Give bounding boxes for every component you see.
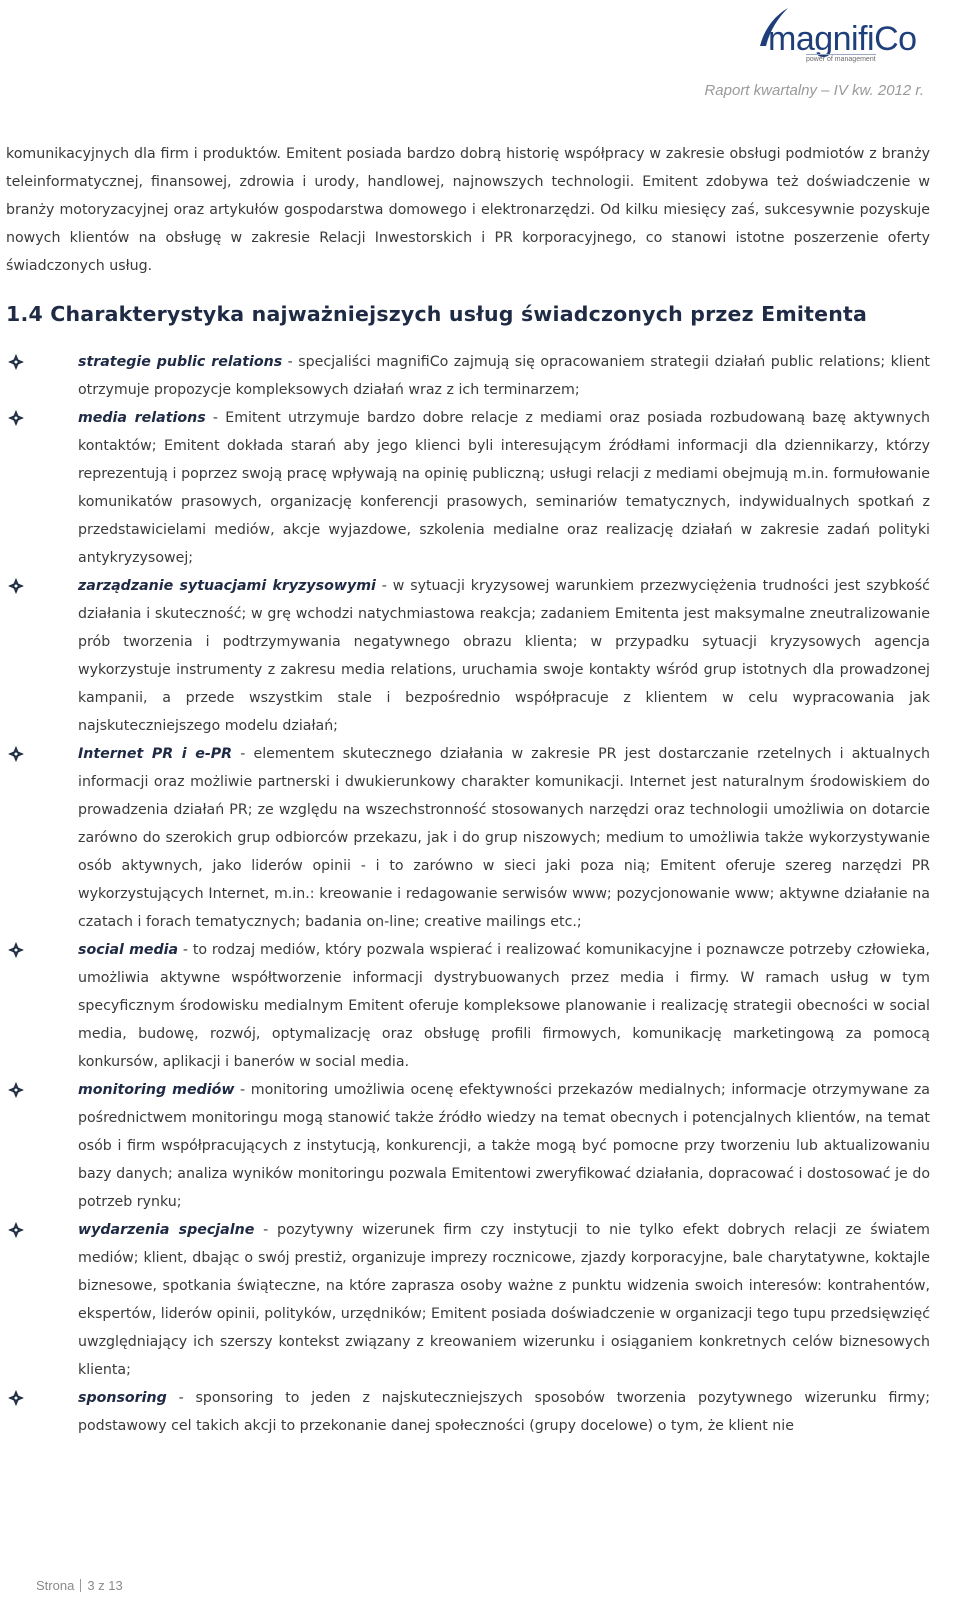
page-footer [36,1578,123,1593]
diamond-bullet-icon [8,1384,24,1412]
service-term: wydarzenia specjalne [78,1222,255,1238]
service-item [6,1076,930,1216]
service-description: - w sytuacji kryzysowej warunkiem przezwyciężenia trudności jest szybkość działania i skuteczność; w grę wchodzi natychmiastowa reakcja; zadaniem Emitenta jest maksymalne zneutralizowanie prób tworzenia i podtrzymywania negatywnego obrazu klienta; w przypadku sytuacji kryzysowych agencja wykorzystuje instrumenty z zakresu media relations, uruchamia swoje kontakty wśród grup istotnych dla prowadzonej kampanii, a przede wszystkim stale i bezpośrednio współpracuje z klientem w celu wypracowania jak najskuteczniejszego modelu działań; [78,578,930,734]
service-item [6,348,930,404]
service-item [6,936,930,1076]
service-term: strategie public relations [78,354,283,370]
diamond-bullet-icon [8,740,24,768]
service-description: - Emitent utrzymuje bardzo dobre relacje z mediami oraz posiada rozbudowaną bazę aktywnych kontaktów; Emitent dokłada starań aby jego klienci byli interesującym źródłami informacji dla dziennikarzy, którzy reprezentują i poprzez swoją pracę wpływają na opinię publiczną; usługi relacji z mediami obejmują m.in. formułowanie komunikatów prasowych, organizację konferencji prasowych, seminariów tematycznych, indywidualnych spotkań z przedstawicielami mediów, akcje wyjazdowe, szkolenia medialne oraz realizację działań w zakresie zadań polityki antykryzysowej; [78,410,930,566]
service-description: - specjaliści magnifiCo zajmują się opracowaniem strategii działań public relations; klient otrzymuje propozycje kompleksowych działań wraz z ich terminarzem; [78,354,930,398]
footer-divider [80,1579,81,1592]
diamond-bullet-icon [8,936,24,964]
service-item [6,1384,930,1440]
service-term: Internet PR i e-PR [78,746,233,762]
diamond-bullet-icon [8,1216,24,1244]
service-item [6,572,930,740]
service-term: social media [78,942,179,958]
service-description: - elementem skutecznego działania w zakresie PR jest dostarczanie rzetelnych i aktualnych informacji oraz możliwie partnerski i dwukierunkowy charakter komunikacji. Internet jest naturalnym środowiskiem do prowadzenia działań PR; ze względu na wszechstronność stosowanych narzędzi oraz technologii umożliwia on dotarcie zarówno do szerokich grup odbiorców przekazu, jak i do grup niszowych; medium to umożliwia także wykorzystywanie osób aktywnych, jako liderów opinii - i to zarówno w sieci jaki poza nią; Emitent oferuje szereg narzędzi PR wykorzystujących Internet, m.in.: kreowanie i redagowanie serwisów www; pozycjonowanie www; aktywne działanie na czatach i forach tematycznych; badania on-line; creative mailings etc.; [78,746,930,930]
intro-paragraph: komunikacyjnych dla firm i produktów. Emitent posiada bardzo dobrą historię współpracy w zakresie obsługi podmiotów z branży teleinformatycznej, finansowej, zdrowia i urody, handlowej, najnowszych technologii. Emitent zdobywa też doświadczenie w branży motoryzacyjnej oraz artykułów gospodarstwa domowego i elektronarzędzi. Od kilku miesięcy zaś, sukcesywnie pozyskuje nowych klientów na obsługę w zakresie Relacji Inwestorskich i PR korporacyjnego, co stanowi istotne poszerzenie oferty świadczonych usług. [6,146,930,274]
service-description: - pozytywny wizerunek firm czy instytucji to nie tylko efekt dobrych relacji ze światem mediów; klient, dbając o swój prestiż, organizuje imprezy rocznicowe, zjazdy korporacyjne, bale charytatywne, koktajle biznesowe, spotkania świąteczne, na które zaprasza osoby ważne z punktu widzenia swoich interesów: kontrahentów, ekspertów, liderów opinii, polityków, urzędników; Emitent posiada doświadczenie w organizacji tego tupu przedsięwzięć uwzględniający ich szerszy kontekst związany z kreowaniem wizerunku i osiąganiem konkretnych celów biznesowych klienta; [78,1222,931,1378]
diamond-bullet-icon [8,404,24,432]
services-list [6,348,930,1440]
service-term: sponsoring [78,1390,167,1406]
service-term: monitoring mediów [78,1082,235,1098]
footer-label: Strona [36,1578,75,1593]
diamond-bullet-icon [8,348,24,376]
logo-text: magnifiCo [768,20,917,58]
page-number: 3 z 13 [87,1578,123,1593]
service-description: - sponsoring to jeden z najskuteczniejszych sposobów tworzenia pozytywnego wizerunku firmy; podstawowy cel takich akcji to przekonanie danej społeczności (grupy docelowe) o tym, że klient nie [78,1390,930,1434]
service-item [6,1216,930,1384]
report-title: Raport kwartalny – IV kw. 2012 r. [704,82,924,99]
service-description: - monitoring umożliwia ocenę efektywności przekazów medialnych; informacje otrzymywane za pośrednictwem monitoringu mogą stanowić także źródło wiedzy na temat obecnych i potencjalnych klientów, na temat osób i firm współpracujących z instytucją, konkurencji, a także mogą być pomocne przy tworzeniu lub aktualizowaniu bazy danych; analiza wyników monitoringu pozwala Emitentowi zweryfikować działania, dopracować i dostosować je do potrzeb rynku; [78,1082,930,1210]
document-body [6,140,930,1440]
section-heading: 1.4 Charakterystyka najważniejszych usług świadczonych przez Emitenta [6,302,868,326]
service-description: - to rodzaj mediów, który pozwala wspierać i realizować komunikacyjne i poznawcze potrzeby człowieka, umożliwia aktywne współtworzenie informacji dystrybuowanych przez media i firmy. W ramach usług w tym specyficznym środowisku medialnym Emitent oferuje kompleksowe planowanie i realizację strategii obecności w social media, budowę, rozwój, optymalizację oraz obsługę profili firmowych, komunikację marketingową za pomocą konkursów, aplikacji i banerów w social media. [78,942,930,1070]
service-term: media relations [78,410,206,426]
logo-tagline: power of management [806,56,876,63]
service-item [6,740,930,936]
diamond-bullet-icon [8,572,24,600]
company-logo [754,6,924,62]
service-item [6,404,930,572]
diamond-bullet-icon [8,1076,24,1104]
service-term: zarządzanie sytuacjami kryzysowymi [78,578,376,594]
